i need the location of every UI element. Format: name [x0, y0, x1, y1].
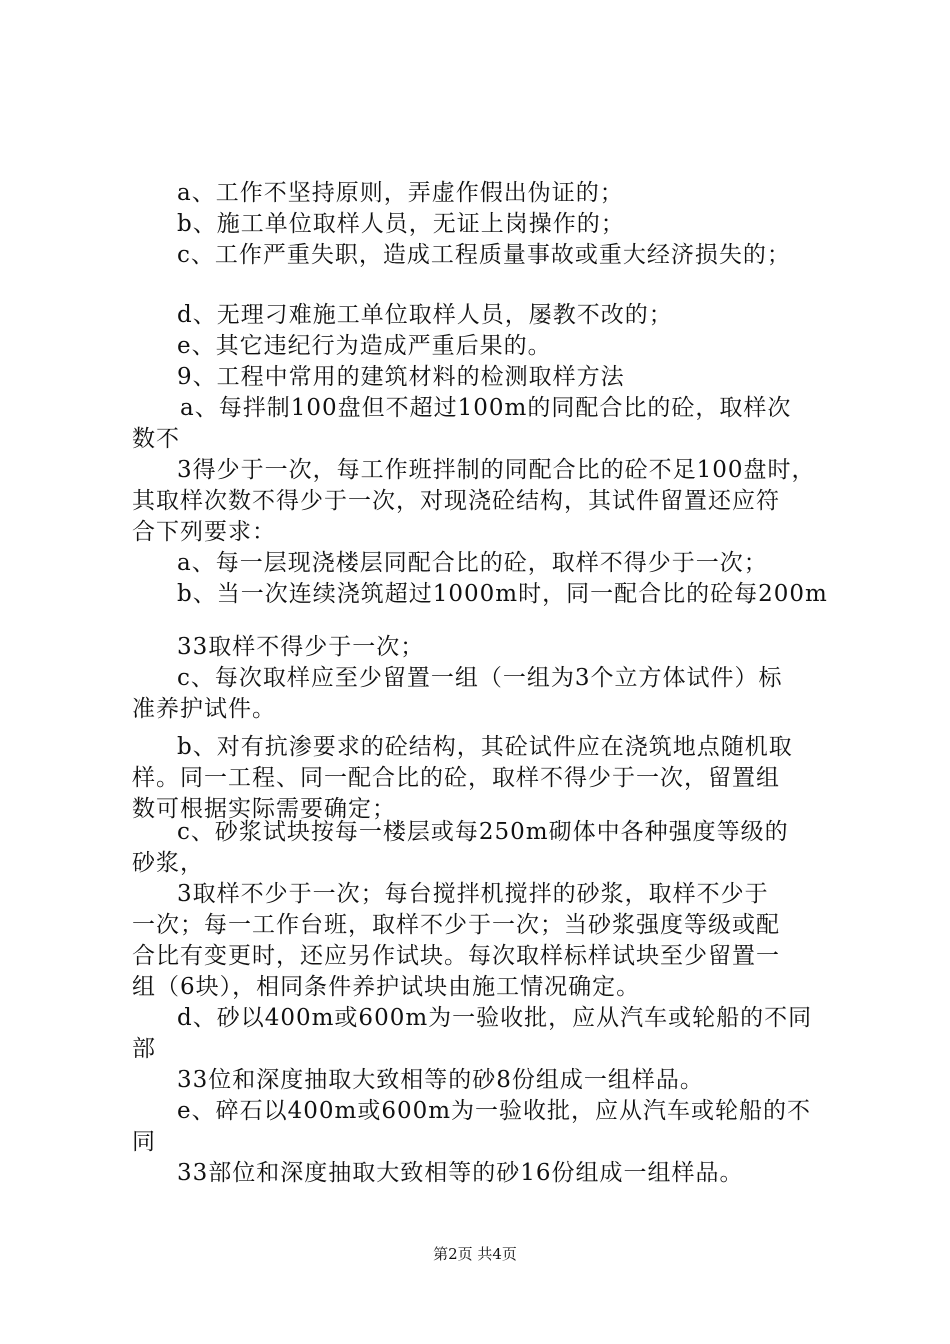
- text-line: a、每拌制100盘但不超过100m的同配合比的砼，取样次: [180, 395, 792, 421]
- text-line: e、其它违纪行为造成严重后果的。: [177, 333, 552, 359]
- page-number-footer: 第2页 共4页: [433, 1245, 517, 1263]
- text-line: 组（6块），相同条件养护试块由施工情况确定。: [132, 974, 641, 1000]
- text-line: 33部位和深度抽取大致相等的砂16份组成一组样品。: [177, 1160, 744, 1186]
- text-line: 33位和深度抽取大致相等的砂8份组成一组样品。: [177, 1067, 704, 1093]
- text-line: d、砂以400m或600m为一验收批，应从汽车或轮船的不同: [177, 1005, 813, 1031]
- text-line: 数可根据实际需要确定；: [132, 796, 396, 822]
- text-line: e、碎石以400m或600m为一验收批，应从汽车或轮船的不: [177, 1098, 812, 1124]
- text-line: c、每次取样应至少留置一组（一组为3个立方体试件）标: [177, 665, 783, 691]
- text-line: 部: [132, 1036, 156, 1062]
- text-line: 准养护试件。: [132, 696, 276, 722]
- text-line: 33取样不得少于一次；: [177, 634, 425, 660]
- text-line: a、工作不坚持原则，弄虚作假出伪证的；: [177, 180, 624, 206]
- text-line: b、对有抗渗要求的砼结构，其砼试件应在浇筑地点随机取: [177, 734, 793, 760]
- text-line: c、砂浆试块按每一楼层或每250m砌体中各种强度等级的: [177, 819, 789, 845]
- text-line: b、当一次连续浇筑超过1000m时，同一配合比的砼每200m: [177, 581, 828, 607]
- text-line: d、无理刁难施工单位取样人员，屡教不改的；: [177, 302, 673, 328]
- text-line: 样。同一工程、同一配合比的砼，取样不得少于一次，留置组: [132, 765, 780, 791]
- text-line: 数不: [132, 426, 180, 452]
- text-line: 3取样不少于一次；每台搅拌机搅拌的砂浆，取样不少于: [177, 881, 769, 907]
- text-line: 合比有变更时，还应另作试块。每次取样标样试块至少留置一: [132, 943, 780, 969]
- text-line: a、每一层现浇楼层同配合比的砼，取样不得少于一次；: [177, 550, 768, 576]
- text-line: 3得少于一次，每工作班拌制的同配合比的砼不足100盘时，: [177, 457, 816, 483]
- text-line: 砂浆，: [132, 850, 204, 876]
- text-line: c、工作严重失职，造成工程质量事故或重大经济损失的；: [177, 242, 791, 268]
- text-line: 同: [132, 1129, 156, 1155]
- text-line: 一次；每一工作台班，取样不少于一次；当砂浆强度等级或配: [132, 912, 780, 938]
- text-line: 合下列要求：: [132, 519, 276, 545]
- text-line: b、施工单位取样人员，无证上岗操作的；: [177, 211, 625, 237]
- text-line: 9、工程中常用的建筑材料的检测取样方法: [177, 364, 625, 390]
- text-line: 其取样次数不得少于一次，对现浇砼结构，其试件留置还应符: [132, 488, 780, 514]
